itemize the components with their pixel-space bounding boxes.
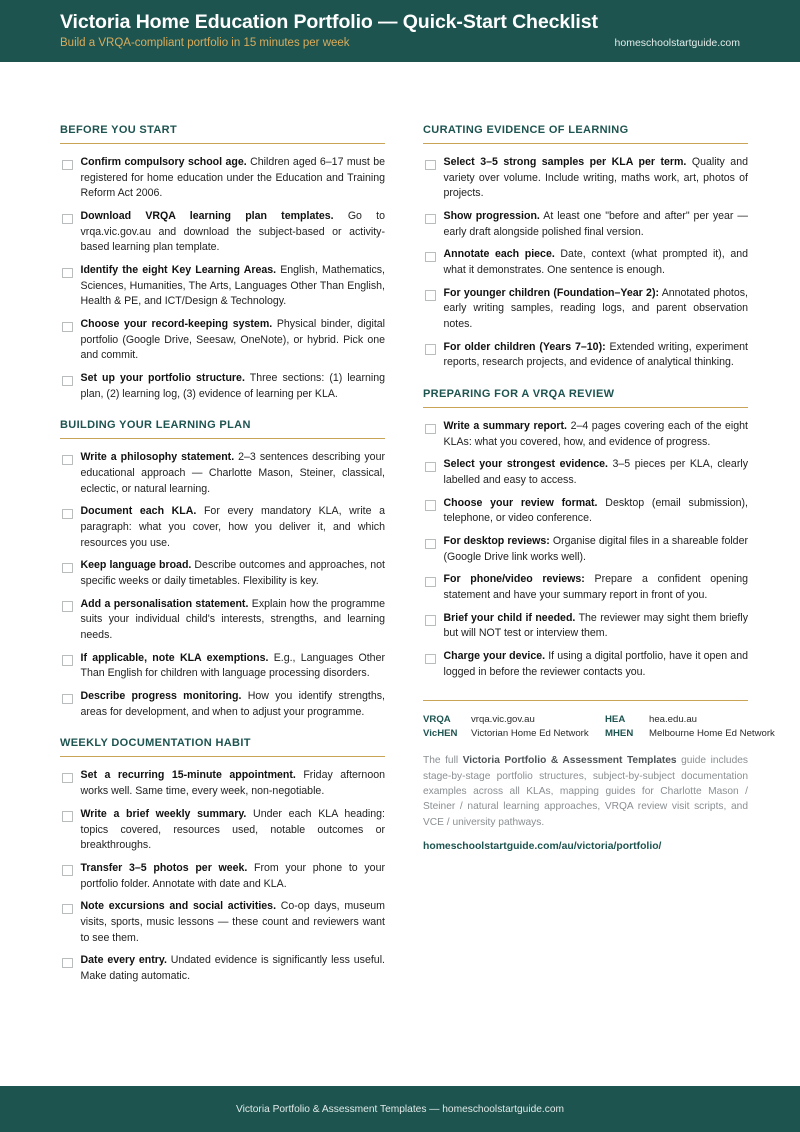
checklist-item-lead: Set a recurring 15-minute appointment.: [80, 769, 296, 782]
checklist-item-text: [444, 419, 749, 450]
checklist-item[interactable]: [423, 649, 748, 680]
checklist-item-text: [444, 649, 749, 680]
checklist-item-body: Undated evidence is significantly less useful. Make dating automatic.: [80, 954, 385, 982]
checkbox-icon[interactable]: [62, 958, 73, 969]
checklist-item-text: [81, 807, 386, 854]
checklist-item[interactable]: [60, 450, 385, 497]
checklist-item-lead: Identify the eight Key Learning Areas.: [80, 264, 277, 277]
checklist-item[interactable]: [423, 209, 748, 240]
checklist-item-text: [81, 899, 386, 946]
checkbox-icon[interactable]: [425, 252, 436, 263]
left-column: [60, 124, 385, 992]
footer-text: Victoria Portfolio & Assessment Templates — homeschoolstartguide.com: [235, 1103, 565, 1115]
header-site-url: homeschoolstartguide.com: [614, 37, 740, 50]
checklist-item[interactable]: [60, 861, 385, 892]
resource-name: HEA: [605, 714, 626, 726]
checklist-item-text: [444, 155, 749, 202]
checklist-item-body: Co-op days, museum visits, sports, music lessons — these count and reviewers want to see them.: [80, 900, 385, 944]
checkbox-icon[interactable]: [62, 655, 73, 666]
checkbox-icon[interactable]: [62, 773, 73, 784]
checklist-item[interactable]: [60, 155, 385, 202]
checklist-item[interactable]: [423, 572, 748, 603]
checklist-item-body: Extended writing, experiment reports, research projects, and evidence of analytical thinking.: [443, 340, 748, 369]
checklist-item-text: [81, 155, 386, 202]
checklist-item-body: From your phone to your portfolio folder. Annotate with date and KLA.: [80, 861, 385, 890]
checklist-item[interactable]: [60, 597, 385, 644]
checklist-item-lead: Confirm compulsory school age.: [80, 156, 247, 168]
checkbox-icon[interactable]: [62, 214, 73, 225]
checklist-item-body: Prepare a confident opening statement and have your summary report in front of you.: [443, 573, 748, 602]
checkbox-icon[interactable]: [425, 577, 436, 588]
checklist-item-lead: Transfer 3–5 photos per week.: [80, 861, 248, 874]
section-heading: BEFORE YOU START: [60, 124, 385, 144]
checklist-item-body: Desktop (email submission), telephone, or video conference.: [443, 496, 748, 525]
checklist-item-text: [81, 209, 386, 256]
checkbox-icon[interactable]: [62, 865, 73, 876]
checklist-item-text: [444, 209, 749, 240]
checklist-item-lead: Note excursions and social activities.: [80, 900, 277, 913]
checklist-item-body: At least one "before and after" per year — early draft alongside polished final version.: [443, 210, 748, 238]
resources-block: [423, 700, 775, 852]
section-heading: BUILDING YOUR LEARNING PLAN: [60, 419, 385, 439]
checklist-item-text: [444, 286, 749, 333]
header-subtitle-row: [60, 37, 776, 49]
checklist-item-lead: Select 3–5 strong samples per KLA per term.: [443, 156, 687, 168]
checklist-item[interactable]: [60, 651, 385, 682]
checkbox-icon[interactable]: [425, 462, 436, 473]
checkbox-icon[interactable]: [62, 509, 73, 520]
checklist-item-body: For every mandatory KLA, write a paragraph: what you cover, how you deliver it, and which resources you use.: [80, 505, 386, 549]
checklist-item[interactable]: [423, 419, 748, 450]
page-title: Victoria Home Education Portfolio — Quick-Start Checklist: [60, 11, 598, 33]
content-columns: [60, 124, 775, 992]
checkbox-icon[interactable]: [425, 615, 436, 626]
promo-after: guide includes stage-by-stage portfolio structures, subject-by-subject documentation examples across all KLAs, mapping guides for Charlotte Mason / Steiner / natural learning approaches, VRQA review visit scripts, and VCE / university pathways.: [423, 755, 748, 828]
checklist-item[interactable]: [60, 807, 385, 854]
resource-name: VRQA: [423, 714, 451, 726]
checklist-item[interactable]: [60, 558, 385, 589]
checklist-item-text: [444, 534, 749, 565]
checklist-item-body: 3–5 pieces per KLA, clearly labelled and easy to access.: [443, 458, 749, 487]
promo-paragraph: [423, 753, 748, 829]
resource-links-grid: [423, 714, 775, 740]
checklist-item-body: Physical binder, digital portfolio (Google Drive, Seesaw, OneNote), or hybrid. Pick one and commit.: [80, 318, 386, 362]
checklist-item[interactable]: [423, 611, 748, 642]
checklist-item-body: Three sections: (1) learning plan, (2) learning log, (3) evidence of learning per KLA.: [80, 372, 386, 400]
checklist-item-text: [81, 651, 386, 682]
checklist-item-lead: Choose your review format.: [443, 496, 598, 509]
section-preparing-for-a-vrqa-review: [423, 388, 748, 680]
right-column: [423, 124, 775, 992]
checkbox-icon[interactable]: [62, 601, 73, 612]
section-heading: PREPARING FOR A VRQA REVIEW: [423, 388, 748, 408]
checklist-item-body: Quality and variety over volume. Include writing, maths work, art, photos of projects.: [443, 156, 748, 200]
page-footer: [0, 1086, 800, 1132]
checkbox-icon[interactable]: [425, 654, 436, 665]
checkbox-icon[interactable]: [62, 376, 73, 387]
checklist-item-lead: Annotate each piece.: [443, 248, 555, 261]
checklist-item-lead: Choose your record-keeping system.: [80, 318, 273, 331]
checklist-item[interactable]: [423, 340, 748, 371]
checklist-item-text: [444, 247, 749, 278]
checklist-item-lead: Write a summary report.: [443, 420, 568, 433]
section-before-you-start: [60, 124, 385, 402]
checklist-item-text: [81, 861, 386, 892]
checklist-item[interactable]: [60, 209, 385, 256]
checklist-item-body: The reviewer may sight them briefly but will NOT test or interview them.: [443, 611, 748, 640]
checkbox-icon[interactable]: [62, 160, 73, 171]
checklist-item-text: [81, 768, 386, 799]
checkbox-icon[interactable]: [62, 904, 73, 915]
checklist-item-text: [81, 263, 386, 310]
checklist-item-body: Describe outcomes and approaches, not specific weeks or daily timetables. Flexibility is key.: [80, 559, 385, 588]
checklist-item[interactable]: [60, 689, 385, 720]
resource-value[interactable]: Melbourne Home Ed Network: [649, 728, 775, 740]
checklist-item[interactable]: [60, 899, 385, 946]
checklist-item[interactable]: [60, 317, 385, 364]
checkbox-icon[interactable]: [62, 563, 73, 574]
checklist-item[interactable]: [423, 247, 748, 278]
checklist-item-body: E.g., Languages Other Than English for children with language processing disorders.: [80, 651, 385, 680]
checklist-item-lead: Show progression.: [443, 210, 540, 223]
checklist-item-body: How you identify strengths, areas for development, and when to adjust your programme.: [80, 690, 386, 718]
promo-before: The full: [423, 755, 463, 767]
section-curating-evidence-of-learning: [423, 124, 748, 371]
checklist-item-text: [444, 457, 749, 488]
checklist-item-body: Go to vrqa.vic.gov.au and download the subject-based or activity-based learning plan template.: [80, 210, 385, 254]
checklist-item-lead: For phone/video reviews:: [443, 573, 585, 586]
resource-name: MHEN: [605, 728, 634, 740]
checklist-item-lead: Keep language broad.: [80, 559, 192, 572]
page-header: [0, 0, 800, 62]
checkbox-icon[interactable]: [62, 455, 73, 466]
checklist-item[interactable]: [423, 534, 748, 565]
checklist-item-lead: Describe progress monitoring.: [80, 690, 242, 703]
checklist-item-text: [444, 340, 749, 371]
checklist-item-body: Explain how the programme suits your individual child's interests, strengths, and learning needs.: [80, 597, 385, 642]
checkbox-icon[interactable]: [62, 268, 73, 279]
checklist-item-lead: Set up your portfolio structure.: [80, 372, 245, 385]
checklist-item[interactable]: [423, 496, 748, 527]
checklist-item-lead: For younger children (Foundation–Year 2):: [443, 286, 660, 299]
checklist-item-text: [81, 371, 386, 402]
checklist-item-body: Organise digital files in a shareable folder (Google Drive link works well).: [443, 535, 748, 563]
checklist-item[interactable]: [423, 457, 748, 488]
checklist-item-lead: If applicable, note KLA exemptions.: [80, 651, 269, 664]
resource-value[interactable]: Victorian Home Ed Network: [471, 728, 589, 740]
checkbox-icon[interactable]: [425, 424, 436, 435]
checklist-item-text: [444, 611, 749, 642]
checklist-item-body: Children aged 6–17 must be registered for home education under the Education and Training Reform Act 2006.: [80, 156, 385, 200]
checkbox-icon[interactable]: [62, 694, 73, 705]
section-heading: CURATING EVIDENCE OF LEARNING: [423, 124, 748, 144]
checklist-item-text: [81, 317, 386, 364]
checklist-item-body: Annotated photos, early writing samples, reading logs, and parent observation notes.: [443, 286, 749, 331]
checklist-item-lead: Date every entry.: [80, 954, 167, 967]
promo-guide-title: Victoria Portfolio & Assessment Templates: [462, 755, 677, 767]
checklist-item-lead: Document each KLA.: [80, 505, 197, 518]
checkbox-icon[interactable]: [425, 160, 436, 171]
checklist-item-lead: For older children (Years 7–10):: [443, 340, 606, 353]
checklist-item-body: English, Mathematics, Sciences, Humanities, The Arts, Languages Other Than English, Health & PE, and ICT/Design & Technology.: [80, 264, 385, 308]
checkbox-icon[interactable]: [425, 500, 436, 511]
checkbox-icon[interactable]: [62, 322, 73, 333]
resource-name: VicHEN: [423, 728, 458, 740]
checkbox-icon[interactable]: [425, 214, 436, 225]
checkbox-icon[interactable]: [425, 290, 436, 301]
checklist-item-body: 2–4 pages covering each of the eight KLAs: what you covered, how, and evidence of progress.: [443, 420, 748, 448]
page-subtitle: Build a VRQA-compliant portfolio in 15 minutes per week: [60, 37, 350, 50]
checklist-item[interactable]: [60, 504, 385, 551]
checklist-item-body: Friday afternoon works well. Same time, every week, non-negotiable.: [80, 769, 385, 798]
checklist-item-text: [444, 496, 749, 527]
resource-value[interactable]: vrqa.vic.gov.au: [471, 714, 535, 726]
checklist-item-text: [444, 572, 749, 603]
section-heading: WEEKLY DOCUMENTATION HABIT: [60, 737, 385, 757]
checklist-item-lead: Add a personalisation statement.: [80, 597, 249, 610]
checklist-item-text: [81, 558, 386, 589]
checklist-item-lead: Select your strongest evidence.: [443, 458, 608, 471]
checkbox-icon[interactable]: [62, 811, 73, 822]
section-weekly-documentation-habit: [60, 737, 385, 984]
checklist-item-body: If using a digital portfolio, have it open and logged in before the reviewer contacts you.: [443, 650, 748, 678]
section-building-your-learning-plan: [60, 419, 385, 720]
checklist-item-text: [81, 953, 386, 984]
checklist-item[interactable]: [60, 371, 385, 402]
checklist-item-lead: Brief your child if needed.: [443, 611, 576, 624]
checklist-item[interactable]: [423, 286, 748, 333]
checklist-item[interactable]: [60, 953, 385, 984]
checklist-item[interactable]: [60, 263, 385, 310]
checklist-item-lead: Write a philosophy statement.: [80, 451, 235, 464]
checklist-item-body: 2–3 sentences describing your educational approach — Charlotte Mason, Steiner, classical, eclectic, or natural learning.: [80, 451, 385, 495]
checkbox-icon[interactable]: [425, 539, 436, 550]
checklist-item-text: [81, 504, 386, 551]
promo-url-link[interactable]: homeschoolstartguide.com/au/victoria/portfolio/: [423, 840, 662, 852]
checklist-item-lead: For desktop reviews:: [443, 535, 550, 548]
checklist-item-text: [81, 689, 386, 720]
checklist-item[interactable]: [423, 155, 748, 202]
resource-value[interactable]: hea.edu.au: [649, 714, 698, 726]
checklist-item-lead: Download VRQA learning plan templates.: [80, 210, 334, 223]
checklist-item-lead: Write a brief weekly summary.: [80, 807, 247, 820]
checklist-item-body: Date, context (what prompted it), and what it demonstrates. One sentence is enough.: [443, 248, 748, 277]
checklist-item[interactable]: [60, 768, 385, 799]
checkbox-icon[interactable]: [425, 344, 436, 355]
checklist-item-text: [81, 450, 386, 497]
checklist-item-text: [81, 597, 386, 644]
checklist-item-lead: Charge your device.: [443, 650, 546, 663]
checklist-item-body: Under each KLA heading: topics covered, resources used, notable outcomes or breakthroughs.: [80, 807, 385, 852]
